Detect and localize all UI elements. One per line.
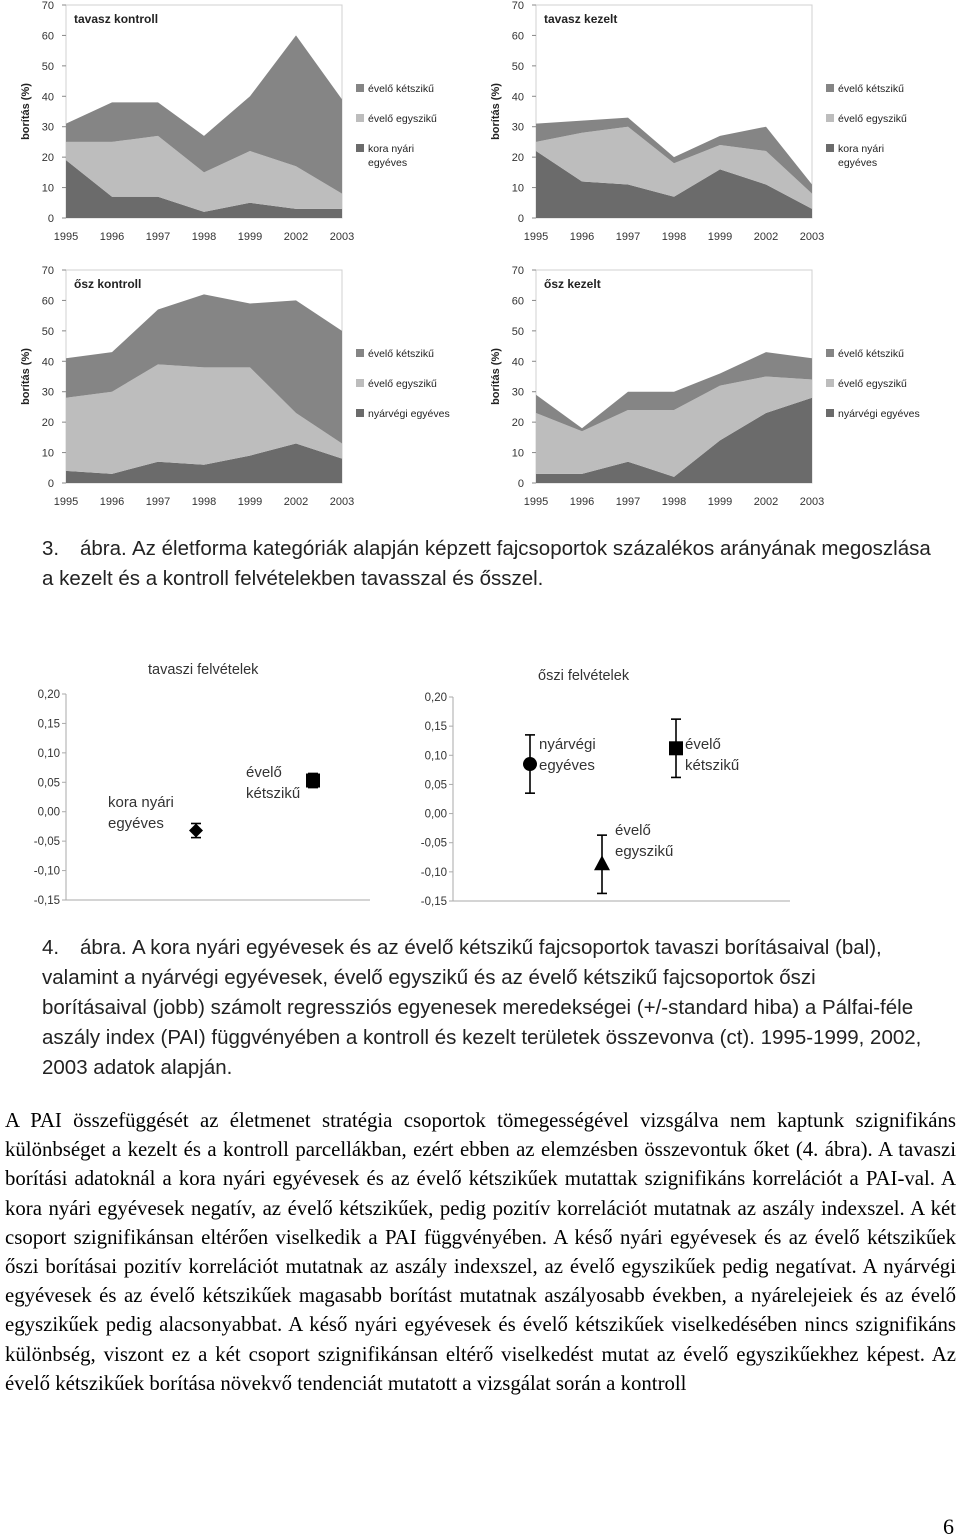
x-tick-label: 1999: [237, 496, 263, 508]
y-tick-label: 70: [511, 265, 524, 277]
legend-swatch: [826, 409, 834, 417]
y-tick-label: 40: [41, 91, 54, 104]
y-axis-label: borítás (%): [20, 348, 32, 405]
area-chart-tavasz-kontroll: [0, 0, 470, 255]
y-tick-label: 70: [41, 0, 54, 12]
legend-label-line1: kora nyári: [368, 143, 415, 155]
legend-label: évelő egyszikű: [838, 378, 907, 390]
data-point-triangle: [594, 855, 610, 870]
legend-label: nyárvégi egyéves: [838, 408, 920, 420]
data-point-circle: [523, 757, 537, 771]
y-tick-label: 0,15: [37, 718, 60, 731]
y-tick-label: -0,15: [33, 895, 60, 907]
x-tick-label: 2003: [329, 496, 355, 508]
data-point-diamond: [189, 824, 203, 838]
y-tick-label: 50: [41, 325, 54, 338]
figure-4-word: ábra.: [80, 936, 127, 959]
legend-swatch: [826, 379, 834, 387]
y-tick-label: 10: [511, 447, 524, 460]
x-tick-label: 1997: [145, 231, 171, 243]
chart-svg: [20, 652, 380, 917]
x-tick-label: 1999: [707, 231, 733, 243]
legend-label-line1: kora nyári: [838, 143, 885, 155]
y-tick-label: 10: [511, 182, 524, 195]
y-tick-label: -0,10: [33, 865, 60, 878]
y-tick-label: 40: [511, 91, 524, 104]
y-tick-label: 0,05: [424, 779, 447, 792]
y-tick-label: 60: [511, 295, 524, 308]
area-chart-osz-kontroll: [0, 265, 470, 520]
x-tick-label: 1999: [237, 231, 263, 243]
x-tick-label: 1997: [615, 496, 641, 508]
figure-3-number: 3.: [42, 537, 60, 560]
point-label: évelő: [246, 764, 282, 781]
point-label: évelő: [615, 822, 651, 839]
data-point-square: [669, 741, 683, 755]
y-tick-label: 0,15: [424, 721, 447, 734]
y-tick-label: -0,05: [33, 836, 60, 849]
figure-3-caption: [42, 534, 942, 594]
x-tick-label: 1997: [145, 496, 171, 508]
chart-svg: [470, 0, 940, 255]
legend-swatch: [356, 144, 364, 152]
x-tick-label: 2002: [283, 496, 309, 508]
x-tick-label: 1999: [707, 496, 733, 508]
area-chart-tavasz-kezelt: [470, 0, 940, 255]
y-tick-label: 0,00: [37, 806, 60, 819]
chart-title: ősz kontroll: [74, 277, 142, 291]
y-axis-label: borítás (%): [20, 83, 32, 140]
x-tick-label: 2002: [283, 231, 309, 243]
y-tick-label: 30: [41, 121, 54, 134]
legend-swatch: [356, 84, 364, 92]
legend-swatch: [826, 144, 834, 152]
x-tick-label: 2003: [329, 231, 355, 243]
figure-4-caption: [42, 933, 922, 1083]
y-tick-label: 20: [511, 417, 524, 430]
legend-label: évelő egyszikű: [838, 113, 907, 125]
point-label: egyszikű: [615, 843, 674, 860]
point-label: kétszikű: [246, 785, 301, 802]
y-tick-label: -0,15: [420, 896, 447, 908]
x-tick-label: 1998: [191, 231, 217, 243]
chart-title: tavasz kezelt: [544, 12, 618, 26]
point-label: egyéves: [539, 757, 595, 774]
legend-swatch: [826, 349, 834, 357]
y-tick-label: 40: [41, 356, 54, 369]
legend-label-line2: egyéves: [838, 157, 878, 169]
area-chart-osz-kezelt: [470, 265, 940, 520]
y-axis-label: borítás (%): [490, 83, 502, 140]
legend-label: évelő kétszikű: [838, 348, 904, 360]
x-tick-label: 2003: [799, 496, 825, 508]
y-tick-label: 0,20: [37, 689, 60, 701]
y-tick-label: 20: [41, 152, 54, 165]
y-tick-label: 70: [41, 265, 54, 277]
legend-label: évelő egyszikű: [368, 113, 437, 125]
slope-chart-tavaszi: [20, 652, 380, 917]
chart-svg: [470, 265, 940, 520]
chart-title: őszi felvételek: [538, 668, 630, 684]
y-tick-label: 10: [41, 447, 54, 460]
figure-4-caption-text: A kora nyári egyévesek és az évelő kétszikű fajcsoportok tavaszi borításaival (bal), valamint a nyárvégi egyévesek, évelő egyszikű és az évelő kétszikű fajcsoportok őszi borításaival (jobb) számolt regressziós egyenesek meredekségei (+/-standard hiba) a Pálfai-féle aszály index (PAI) függvényében a kontroll és kezelt területek összevonva (ct). 1995-1999, 2002, 2003 adatok alapján.: [42, 936, 922, 1079]
y-tick-label: 0: [517, 478, 524, 490]
y-tick-label: 0,10: [424, 750, 447, 763]
body-paragraph: A PAI összefüggését az életmenet stratégia csoportok tömegességével vizsgálva nem kaptunk szignifikáns különbséget a kezelt és a kontroll parcellákban, ezért ebben az elemzésben összevontuk őket (4. ábra). A tavaszi borítási adatoknál a kora nyári egyévesek és az évelő kétszikűek mutattak szignifikáns korrelációt a PAI-val. A kora nyári egyévesek negatív, az évelő kétszikűek, pedig pozitív korrelációt mutatnak az aszály indexszel. A két csoport szignifikánsan eltérően viselkedik a PAI függvényében. A késő nyári egyévesek és az évelő kétszikűek őszi borításai pozitív korrelációt mutatnak az aszály indexszel, az évelő egyszikűek pedig negatívat. A nyárvégi egyévesek és az évelő kétszikűek magasabb borítást mutatnak aszályosabb években, a nyárelejeiek és az évelő egyszikűek pedig alacsonyabbat. A késő nyári egyévesek és évelő kétszikűek viselkedésében nincs szignifikáns különbség, viszont ez a két csoport szignifikánsan eltérő viselkedést mutat az évelő egyszikűekhez képest. Az évelő kétszikűek borítása növekvő tendenciát mutatott a vizsgálat során a kontroll: [5, 1109, 956, 1395]
y-tick-label: 60: [41, 30, 54, 43]
figure-3-word: ábra.: [80, 537, 127, 560]
point-label: nyárvégi: [539, 736, 596, 753]
page-number: 6: [943, 1514, 954, 1539]
y-tick-label: 0: [517, 213, 524, 225]
x-tick-label: 1998: [661, 496, 687, 508]
y-tick-label: 20: [41, 417, 54, 430]
legend-swatch: [356, 114, 364, 122]
legend-swatch: [356, 349, 364, 357]
legend-swatch: [826, 84, 834, 92]
y-tick-label: 20: [511, 152, 524, 165]
y-tick-label: 40: [511, 356, 524, 369]
x-tick-label: 1998: [191, 496, 217, 508]
y-tick-label: 0,10: [37, 747, 60, 760]
y-tick-label: 70: [511, 0, 524, 12]
legend-label: évelő kétszikű: [368, 348, 434, 360]
x-tick-label: 1996: [99, 496, 125, 508]
point-label: évelő: [685, 736, 721, 753]
y-tick-label: 0: [47, 213, 54, 225]
x-tick-label: 2003: [799, 231, 825, 243]
x-tick-label: 1996: [99, 231, 125, 243]
chart-title: ősz kezelt: [544, 277, 601, 291]
point-label: kora nyári: [108, 794, 174, 811]
y-tick-label: -0,05: [420, 837, 447, 850]
x-tick-label: 1995: [53, 231, 79, 243]
y-tick-label: 0,05: [37, 777, 60, 790]
chart-svg: [395, 660, 795, 917]
legend-label-line2: egyéves: [368, 157, 408, 169]
x-tick-label: 1996: [569, 231, 595, 243]
y-tick-label: 30: [511, 386, 524, 399]
x-tick-label: 1995: [53, 496, 79, 508]
y-tick-label: 50: [511, 60, 524, 73]
y-tick-label: 10: [41, 182, 54, 195]
slope-chart-oszi: [395, 660, 795, 917]
data-point-square: [306, 774, 320, 788]
chart-svg: [0, 265, 470, 520]
legend-swatch: [356, 379, 364, 387]
y-tick-label: 60: [41, 295, 54, 308]
legend-label: évelő kétszikű: [368, 83, 434, 95]
x-tick-label: 1998: [661, 231, 687, 243]
x-tick-label: 2002: [753, 496, 779, 508]
point-label: kétszikű: [685, 757, 740, 774]
x-tick-label: 1997: [615, 231, 641, 243]
chart-svg: [0, 0, 470, 255]
y-tick-label: 50: [41, 60, 54, 73]
chart-title: tavaszi felvételek: [148, 662, 259, 678]
x-tick-label: 2002: [753, 231, 779, 243]
y-tick-label: -0,10: [420, 866, 447, 879]
chart-title: tavasz kontroll: [74, 12, 159, 26]
legend-swatch: [826, 114, 834, 122]
y-tick-label: 0,00: [424, 808, 447, 821]
x-tick-label: 1995: [523, 496, 549, 508]
legend-swatch: [356, 409, 364, 417]
x-tick-label: 1996: [569, 496, 595, 508]
legend-label: évelő kétszikű: [838, 83, 904, 95]
legend-label: évelő egyszikű: [368, 378, 437, 390]
y-tick-label: 60: [511, 30, 524, 43]
point-label: egyéves: [108, 815, 164, 832]
x-tick-label: 1995: [523, 231, 549, 243]
y-tick-label: 0,20: [424, 692, 447, 704]
figure-3-caption-text: Az életforma kategóriák alapján képzett fajcsoportok százalékos arányának megoszlása a kezelt és a kontroll felvételekben tavasszal és ősszel.: [42, 537, 931, 590]
y-tick-label: 30: [511, 121, 524, 134]
legend-label: nyárvégi egyéves: [368, 408, 450, 420]
figure-4-number: 4.: [42, 936, 60, 959]
y-tick-label: 50: [511, 325, 524, 338]
y-axis-label: borítás (%): [490, 348, 502, 405]
y-tick-label: 30: [41, 386, 54, 399]
y-tick-label: 0: [47, 478, 54, 490]
